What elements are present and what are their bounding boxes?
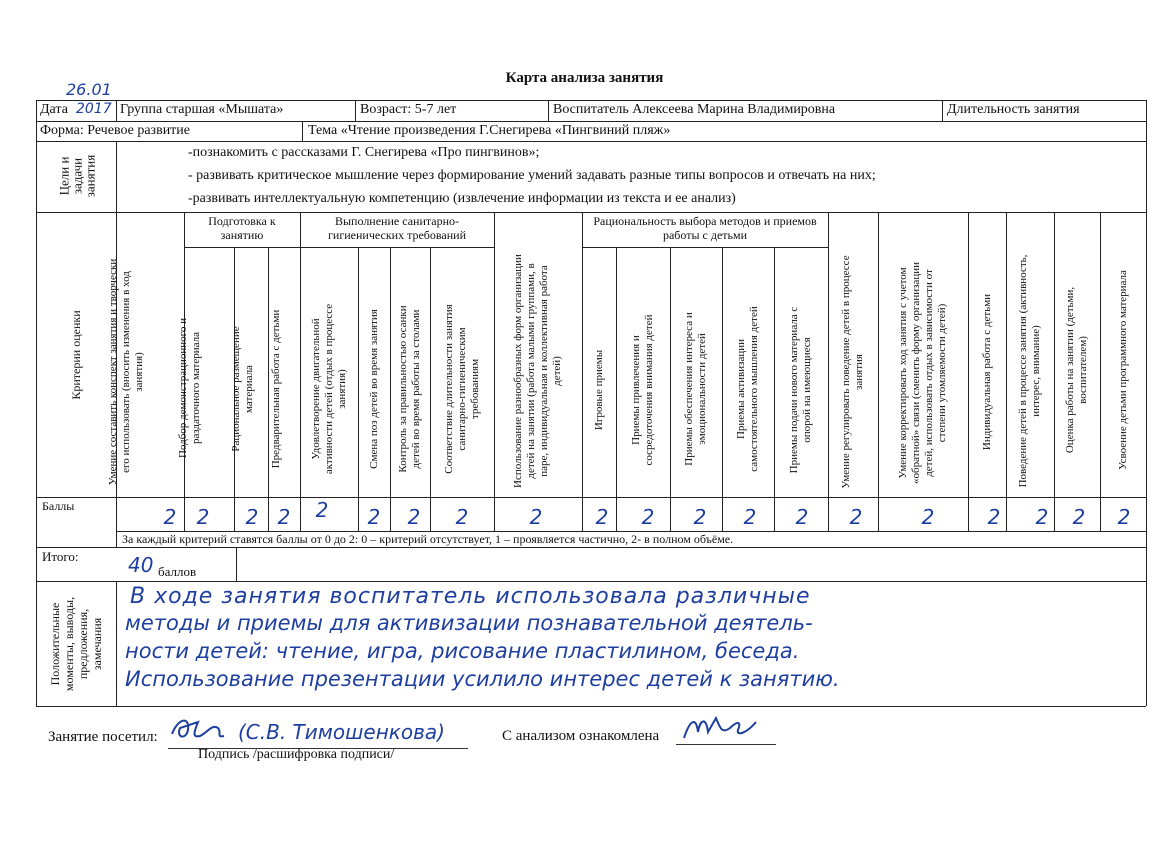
score-value: 2	[641, 505, 655, 529]
score-value: 2	[987, 505, 1001, 529]
total-label: Итого:	[42, 549, 79, 564]
goals-label: Цели и задачи занятия	[56, 154, 97, 198]
age-field: Возраст: 5-7 лет	[360, 102, 457, 117]
criterion-header: Индивидуальная работа с детьми	[980, 293, 993, 451]
criterion-header: Соответствие длительности занятия санитарно-гигиеническим требованиям	[442, 304, 481, 474]
remarks-line: В ходе занятия воспитатель использовала различные	[130, 584, 811, 609]
criterion-header: Приемы обеспечения интереса и эмоциональности детей	[683, 312, 708, 466]
score-value: 2	[455, 505, 469, 529]
score-value: 2	[1072, 505, 1086, 529]
criterion-header: Предварительная работа с детьми	[269, 309, 282, 469]
scoring-note: За каждый критерий ставятся баллы от 0 до 2: 0 – критерий отсутствует, 1 – проявляется частично, 2- в полном объёме.	[122, 532, 734, 546]
scores-label: Баллы	[42, 499, 75, 513]
topic-field: Тема «Чтение произведения Г.Снегирева «Пингвиний пляж»	[308, 123, 671, 138]
group-field: Группа старшая «Мышата»	[120, 102, 284, 117]
group-header-prep: Подготовка к занятию	[208, 214, 276, 242]
total-value: 40	[128, 553, 154, 577]
criteria-label: Критерии оценки	[68, 310, 83, 400]
score-value: 2	[743, 505, 757, 529]
total-unit: баллов	[158, 564, 197, 579]
criterion-header: Игровые приемы	[592, 349, 605, 431]
attended-label: Занятие посетил:	[48, 729, 158, 745]
criterion-header: Усвоение детьми программного материала	[1116, 270, 1129, 470]
score-value: 2	[407, 505, 421, 529]
criterion-header: Использование разнообразных форм организации детей на занятии (работа малыми группами, в паре, индивидуальная и коллективная работа детей)	[512, 254, 563, 488]
score-value: 2	[367, 505, 381, 529]
acquainted-label: С анализом ознакомлена	[502, 728, 660, 744]
score-value: 2	[795, 505, 809, 529]
signature-caption: Подпись /расшифровка подписи/	[198, 747, 395, 762]
group-header-sanitary: Выполнение санитарно-гигиенических требований	[327, 214, 467, 242]
criterion-header: Подбор демонстрационного и раздаточного материала	[177, 317, 202, 459]
criterion-header: Приемы подачи нового материала с опорой на имеющиеся	[788, 306, 813, 474]
goal-item: -познакомить с рассказами Г. Снегирева «Про пингвинов»;	[188, 145, 540, 160]
remarks-label: Положительные моменты, выводы, предложения, замечания	[48, 596, 104, 692]
goal-item: -развивать интеллектуальную компетенцию (извлечение информации из текста и ее анализ)	[188, 191, 736, 206]
criterion-header: Удовлетворение двигательной активности детей (отдых в процессе занятия)	[309, 303, 348, 475]
teacher-signature-icon	[680, 710, 760, 744]
handwritten-date: 26.01	[66, 80, 112, 99]
date-year: 2017	[76, 101, 112, 117]
criterion-header: Приемы привлечения и сосредоточения внимания детей	[630, 314, 655, 466]
score-value: 2	[277, 505, 291, 529]
score-value: 2	[921, 505, 935, 529]
visitor-signature-icon	[168, 712, 228, 746]
teacher-field: Воспитатель Алексеева Марина Владимировна	[553, 102, 836, 117]
duration-field: Длительность занятия	[947, 102, 1080, 117]
goal-item: - развивать критическое мышление через формирование умений задавать разные типы вопросов и отвечать на них;	[188, 168, 876, 183]
group-header-methods: Рациональность выбора методов и приемов работы с детьми	[593, 214, 817, 242]
criterion-header: Контроль за правильностью осанки детей во время работы за столами	[397, 305, 422, 473]
remarks-line: Использование презентации усилило интерес детей к занятию.	[125, 667, 840, 691]
remarks-line: ности детей: чтение, игра, рисование пластилином, беседа.	[125, 639, 800, 663]
score-value: 2	[595, 505, 609, 529]
form-field: Форма: Речевое развитие	[40, 123, 191, 138]
criterion-header: Поведение детей в процессе занятия (активность, интерес, внимание)	[1017, 254, 1042, 488]
criterion-header: Оценка работы на занятии (детьми, воспитателем)	[1064, 286, 1089, 454]
criterion-header: Умение составить конспект занятия и творчески его использовать (вносить изменения в ход занятия)	[106, 258, 145, 486]
score-value: 2	[196, 505, 210, 529]
score-value: 2	[163, 505, 177, 529]
criterion-header: Умение регулировать поведение детей в процессе занятия	[840, 255, 865, 489]
score-value: 2	[529, 505, 543, 529]
score-value: 2	[693, 505, 707, 529]
date-label: Дата	[40, 102, 68, 117]
score-value: 2	[1035, 505, 1049, 529]
acquainted-line	[676, 744, 776, 745]
score-value: 2	[245, 505, 259, 529]
criterion-header: Умение корректировать ход занятия с учетом «обратной» связи (сменить форму организации детей, использовать отдых в зависимости от степени утомляемости детей)	[897, 262, 948, 484]
attended-decoding: (С.В. Тимошенкова)	[238, 720, 445, 744]
score-value: 2	[1117, 505, 1131, 529]
score-value: 2	[315, 498, 329, 522]
criterion-header: Смена поз детей во время занятия	[367, 309, 380, 469]
remarks-line: методы и приемы для активизации познавательной деятель-	[125, 611, 813, 635]
page-title: Карта анализа занятия	[505, 70, 664, 86]
score-value: 2	[849, 505, 863, 529]
criterion-header: Рациональное размещение материала	[230, 326, 255, 452]
criterion-header: Приемы активизации самостоятельного мышления детей	[735, 306, 760, 472]
